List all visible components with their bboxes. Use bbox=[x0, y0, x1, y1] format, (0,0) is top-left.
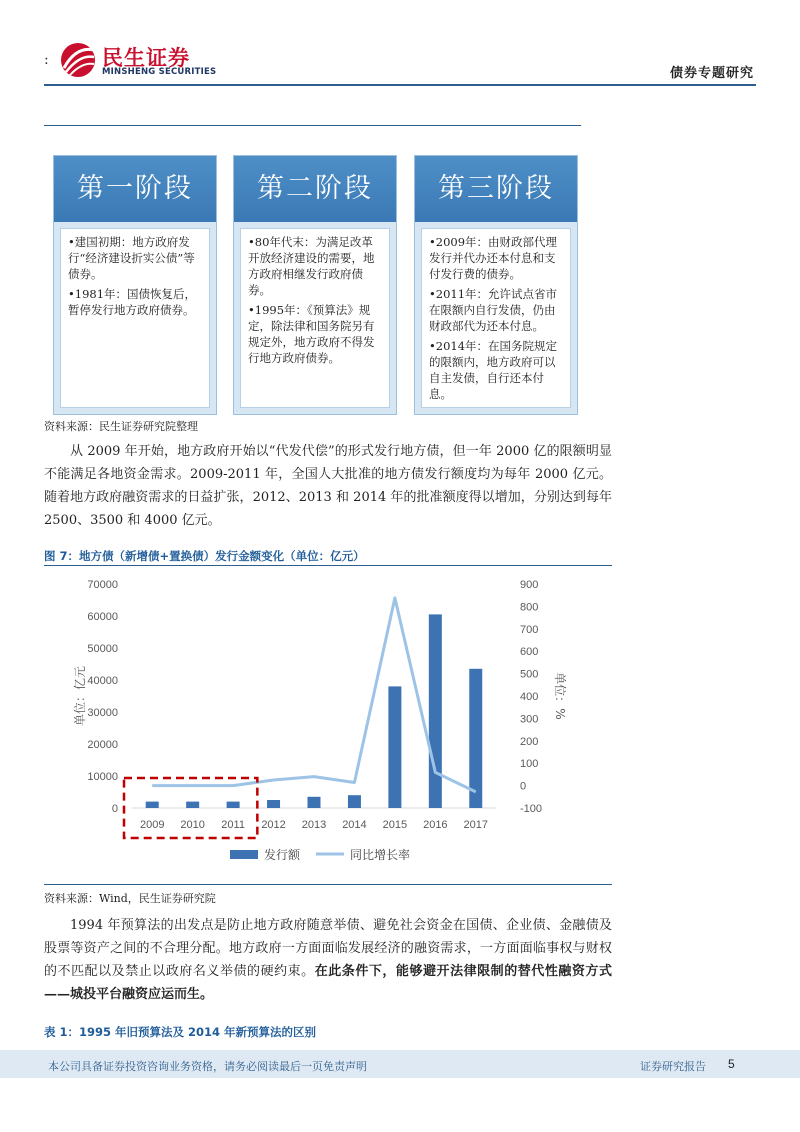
paragraph-emphasis: 在此条件下，能够避开法律限制的替代性融资方式——城投平台融资应运而生。 bbox=[44, 964, 612, 1002]
x-axis-label: 2017 bbox=[463, 819, 489, 831]
stage-card-3 bbox=[414, 155, 578, 415]
left-axis-tick: 40000 bbox=[87, 675, 118, 687]
left-axis-tick: 10000 bbox=[87, 771, 118, 783]
header-divider bbox=[44, 84, 756, 86]
stage-body-3 bbox=[421, 228, 571, 408]
x-axis-label: 2015 bbox=[382, 819, 408, 831]
x-axis-label: 2009 bbox=[139, 819, 165, 831]
legend-bar-swatch bbox=[230, 850, 258, 859]
figure-title-rule bbox=[44, 565, 612, 566]
source-note-1: 资料来源：民生证券研究院整理 bbox=[44, 420, 198, 433]
x-axis-label: 2014 bbox=[342, 819, 367, 831]
left-axis-tick: 50000 bbox=[87, 643, 118, 655]
right-axis-tick: -100 bbox=[520, 803, 543, 815]
stage-title-3: 第三阶段 bbox=[415, 156, 577, 222]
right-axis-tick: 400 bbox=[520, 691, 539, 703]
bar-2017 bbox=[469, 669, 482, 808]
x-axis-label: 2016 bbox=[423, 819, 448, 831]
logo-text-cn: 民生证券 bbox=[102, 46, 190, 70]
stage-card-2 bbox=[233, 155, 397, 415]
growth-rate-line bbox=[152, 598, 476, 792]
source-note-2: 资料来源：Wind，民生证券研究院 bbox=[44, 892, 216, 905]
right-axis-tick: 100 bbox=[520, 758, 539, 771]
stage-title-2: 第二阶段 bbox=[234, 156, 396, 222]
right-axis-tick: 500 bbox=[520, 668, 539, 681]
bar-2015 bbox=[388, 686, 401, 808]
stage-item: •2014年：在国务院规定的限额内，地方政府可以自主发债，自行还本付息。 bbox=[429, 339, 558, 401]
page-number: 5 bbox=[728, 1057, 735, 1071]
left-axis-title: 单位：亿元 bbox=[73, 665, 87, 727]
logo-text-en: MINSHENG SECURITIES bbox=[102, 67, 217, 77]
stage-item: •建国初期：地方政府发行“经济建设折实公债”等债券。 bbox=[68, 235, 195, 281]
right-axis-tick: 900 bbox=[520, 579, 539, 591]
right-axis-tick: 200 bbox=[520, 735, 539, 748]
stage-item: •2009年：由财政部代理发行并代办还本付息和支付发行费的债券。 bbox=[429, 235, 558, 281]
stage-body-1 bbox=[60, 228, 210, 408]
stage-card-1 bbox=[53, 155, 217, 415]
x-axis-label: 2011 bbox=[221, 819, 245, 831]
legend-bar-label: 发行额 bbox=[264, 848, 301, 862]
left-axis-tick: 20000 bbox=[87, 739, 118, 751]
bar-2011 bbox=[227, 802, 240, 808]
bar-2010 bbox=[186, 802, 199, 808]
bar-2016 bbox=[429, 614, 442, 808]
footer-report-label: 证券研究报告 bbox=[640, 1060, 706, 1073]
bar-2012 bbox=[267, 800, 280, 808]
x-axis-label: 2012 bbox=[261, 819, 286, 831]
left-axis-tick: 70000 bbox=[87, 579, 118, 591]
header-colon: : bbox=[44, 52, 49, 68]
right-axis-tick: 0 bbox=[520, 780, 527, 793]
paragraph-text: 1994 年预算法的出发点是防止地方政府随意举债、避免社会资金在国债、企业债、金融债及股票等资产之间的不合理分配。地方政府一方面面临发展经济的融资需求，一方面面临事权与财权的不匹配以及禁止以政府名义举债的硬约束。 bbox=[44, 918, 612, 979]
figure-title: 图 7：地方债（新增债+置换债）发行金额变化（单位：亿元） bbox=[44, 549, 365, 563]
bar-2014 bbox=[348, 795, 361, 808]
left-axis-tick: 0 bbox=[111, 803, 118, 815]
x-axis-label: 2013 bbox=[301, 819, 327, 831]
right-axis-tick: 800 bbox=[520, 601, 539, 614]
right-axis-tick: 300 bbox=[520, 713, 539, 726]
left-axis-tick: 60000 bbox=[87, 611, 118, 623]
bar-2013 bbox=[308, 797, 321, 808]
figure-top-rule bbox=[44, 125, 581, 126]
stage-body-2 bbox=[240, 228, 390, 408]
bar-2009 bbox=[146, 802, 159, 808]
stage-item: •2011年：允许试点省市在限额内自行发债，仍由财政部代为还本付息。 bbox=[429, 287, 558, 333]
issuance-chart bbox=[44, 568, 612, 882]
left-axis-tick: 30000 bbox=[87, 707, 118, 719]
stage-title-1: 第一阶段 bbox=[54, 156, 216, 222]
table-title: 表 1：1995 年旧预算法及 2014 年新预算法的区别 bbox=[44, 1025, 317, 1039]
right-axis-tick: 700 bbox=[520, 623, 539, 636]
body-paragraph-1: 从 2009 年开始，地方政府开始以“代发代偿”的形式发行地方债，但一年 2000 亿的限额明显不能满足各地资金需求。2009-2011 年，全国人大批准的地方债发行额度均为每年 2000 亿元。随着地方政府融资需求的日益扩张，2012、2013 和 2014 年的批准额度得以增加，分别达到每年 2500、3500 和 4000 亿元。 bbox=[44, 444, 612, 528]
figure-bottom-rule bbox=[44, 884, 612, 885]
legend-line-label: 同比增长率 bbox=[350, 848, 411, 862]
right-axis-title: 单位：% bbox=[553, 672, 567, 720]
body-paragraph-2 bbox=[44, 914, 612, 1006]
x-axis-label: 2010 bbox=[180, 819, 205, 831]
stage-item: •1995年：《预算法》规定，除法律和国务院另有规定外，地方政府不得发行地方政府债券。 bbox=[248, 303, 375, 365]
footer-disclaimer: 本公司具备证券投资咨询业务资格，请务必阅读最后一页免责声明 bbox=[48, 1060, 367, 1073]
right-axis-tick: 600 bbox=[520, 646, 539, 659]
report-type: 债券专题研究 bbox=[669, 66, 754, 81]
stage-item: •80年代末：为满足改革开放经济建设的需要，地方政府相继发行政府债券。 bbox=[248, 235, 375, 297]
stage-item: •1981年：国债恢复后，暂停发行地方政府债券。 bbox=[68, 287, 197, 317]
